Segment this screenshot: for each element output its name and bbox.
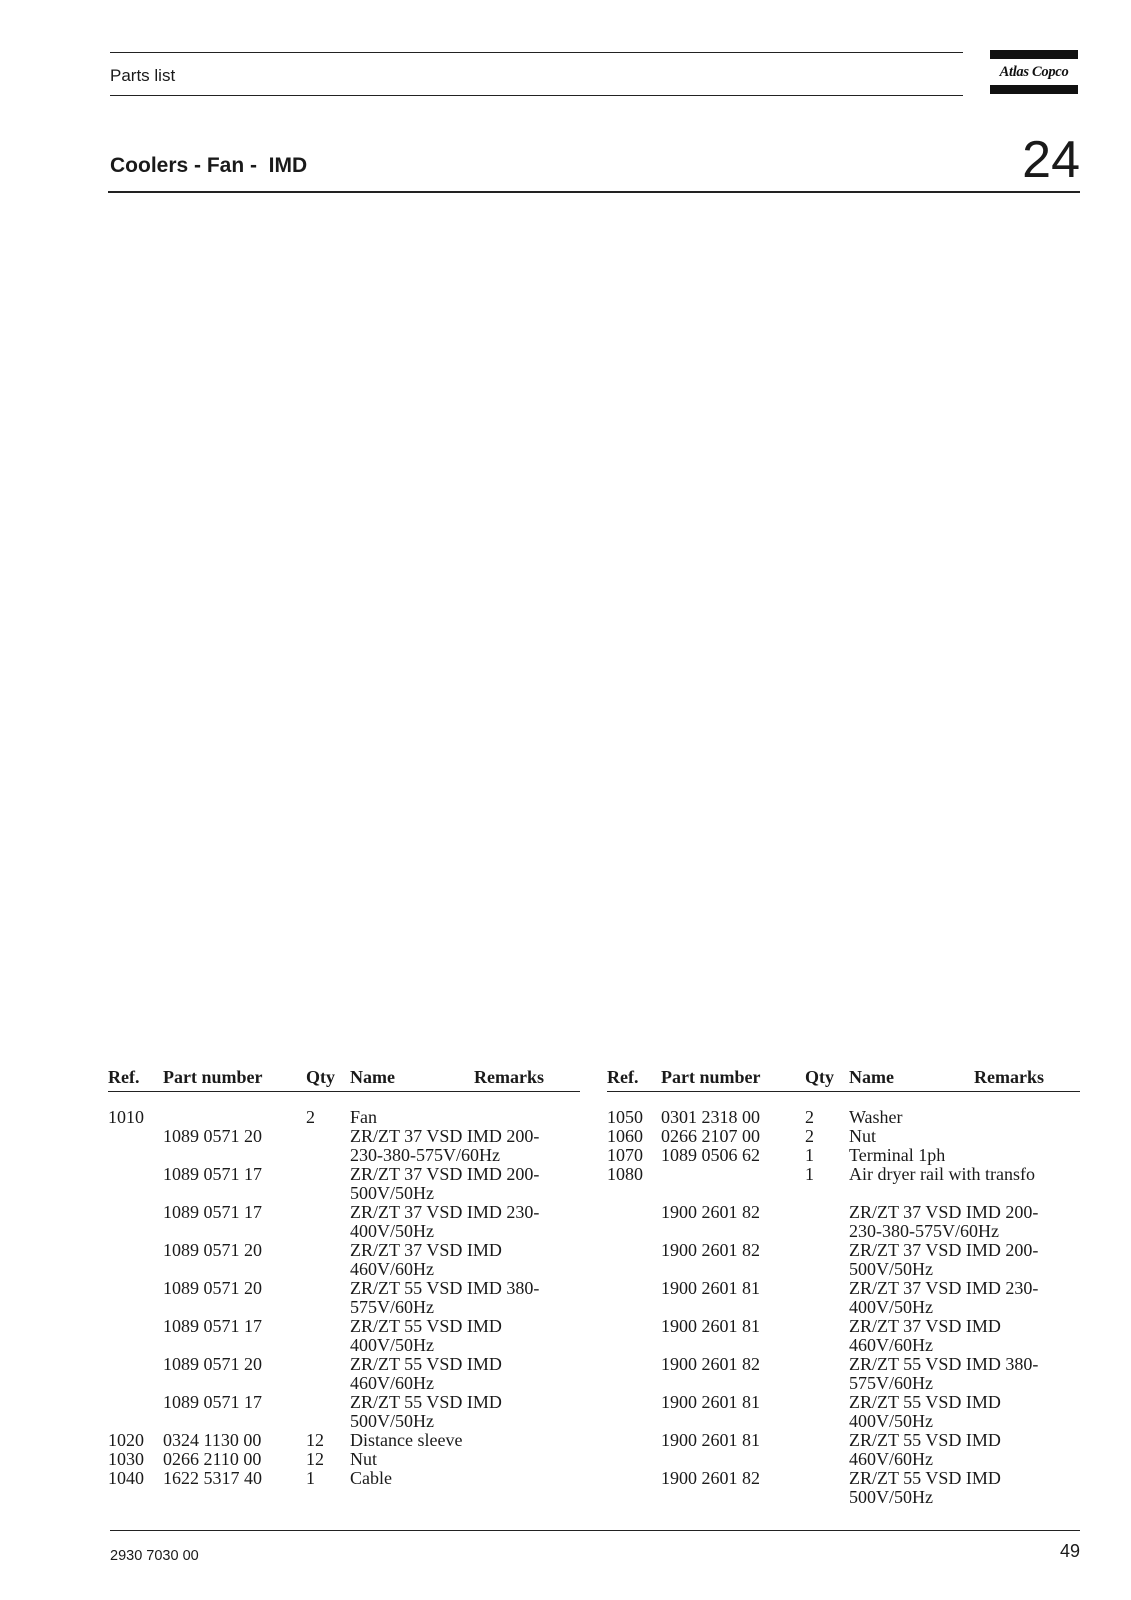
part-number-cell: 1900 2601 82 (661, 1468, 760, 1488)
name-cell: Terminal 1ph (849, 1145, 946, 1165)
part-number-cell: 1900 2601 82 (661, 1240, 760, 1260)
name-cell: Cable (350, 1468, 392, 1488)
logo-wordmark: Atlas Copco (999, 64, 1069, 80)
logo-top-bar (990, 50, 1078, 59)
name-cell: ZR/ZT 37 VSD IMD 230-400V/50Hz (350, 1202, 540, 1241)
ref-cell: 1010 (108, 1107, 144, 1127)
name-cell: ZR/ZT 55 VSD IMD 400V/50Hz (849, 1392, 1001, 1431)
qty-cell: 12 (306, 1430, 324, 1450)
part-number-cell: 0324 1130 00 (163, 1430, 262, 1450)
table-header-rule (108, 1091, 580, 1092)
name-cell: ZR/ZT 37 VSD IMD 460V/60Hz (350, 1240, 502, 1279)
header-name: Name (849, 1067, 894, 1087)
ref-cell: 1050 (607, 1107, 643, 1127)
parts-table-right (607, 1067, 1080, 1507)
part-number-cell: 0266 2107 00 (661, 1126, 760, 1146)
part-number-cell: 1089 0571 20 (163, 1126, 262, 1146)
qty-cell: 2 (805, 1126, 814, 1146)
name-cell: ZR/ZT 37 VSD IMD 460V/60Hz (849, 1316, 1001, 1355)
header-remarks: Remarks (474, 1067, 544, 1087)
part-number-cell: 1900 2601 81 (661, 1278, 760, 1298)
ref-cell: 1020 (108, 1430, 144, 1450)
header-ref: Ref. (108, 1067, 140, 1087)
name-cell: ZR/ZT 55 VSD IMD 400V/50Hz (350, 1316, 502, 1355)
brand-logo (990, 50, 1078, 94)
ref-cell: 1060 (607, 1126, 643, 1146)
ref-cell: 1030 (108, 1449, 144, 1469)
figure-area (110, 200, 1080, 1060)
part-number-cell: 0301 2318 00 (661, 1107, 760, 1127)
name-cell: ZR/ZT 55 VSD IMD 460V/60Hz (849, 1430, 1001, 1469)
document-number: 2930 7030 00 (110, 1548, 199, 1564)
name-cell: Air dryer rail with transfo (849, 1164, 1035, 1184)
header-qty: Qty (805, 1067, 834, 1087)
header-qty: Qty (306, 1067, 335, 1087)
qty-cell: 2 (805, 1107, 814, 1127)
part-number-cell: 1900 2601 81 (661, 1316, 760, 1336)
logo-bottom-bar (990, 85, 1078, 94)
part-number-cell: 1089 0506 62 (661, 1145, 760, 1165)
part-number-cell: 1089 0571 17 (163, 1392, 262, 1412)
header-top-rule (110, 52, 963, 53)
parts-table-left (108, 1067, 580, 1488)
name-cell: ZR/ZT 37 VSD IMD 200-230-380-575V/60Hz (849, 1202, 1039, 1241)
table-header-rule (607, 1091, 1080, 1092)
ref-cell: 1070 (607, 1145, 643, 1165)
header-ref: Ref. (607, 1067, 639, 1087)
name-cell: ZR/ZT 55 VSD IMD 380-575V/60Hz (350, 1278, 540, 1317)
name-cell: Fan (350, 1107, 377, 1127)
ref-cell: 1080 (607, 1164, 643, 1184)
part-number-cell: 1900 2601 82 (661, 1202, 760, 1222)
part-number-cell: 0266 2110 00 (163, 1449, 262, 1469)
header-part-number: Part number (163, 1067, 263, 1087)
part-number-cell: 1089 0571 20 (163, 1278, 262, 1298)
name-cell: ZR/ZT 37 VSD IMD 200-500V/50Hz (849, 1240, 1039, 1279)
header-remarks: Remarks (974, 1067, 1044, 1087)
ref-cell: 1040 (108, 1468, 144, 1488)
name-cell: Distance sleeve (350, 1430, 463, 1450)
name-cell: ZR/ZT 55 VSD IMD 380-575V/60Hz (849, 1354, 1039, 1393)
section-label: Parts list (110, 66, 176, 85)
part-number-cell: 1089 0571 17 (163, 1316, 262, 1336)
table-header (607, 1068, 1080, 1088)
qty-cell: 1 (306, 1468, 315, 1488)
page-title: Coolers - Fan - IMD (110, 154, 308, 177)
header-part-number: Part number (661, 1067, 761, 1087)
part-number-cell: 1089 0571 17 (163, 1164, 262, 1184)
part-number-cell: 1622 5317 40 (163, 1468, 262, 1488)
name-cell: ZR/ZT 37 VSD IMD 230-400V/50Hz (849, 1278, 1039, 1317)
name-cell: Nut (350, 1449, 377, 1469)
name-cell: Nut (849, 1126, 876, 1146)
name-cell: Washer (849, 1107, 903, 1127)
qty-cell: 2 (306, 1107, 315, 1127)
name-cell: ZR/ZT 37 VSD IMD 200-230-380-575V/60Hz (350, 1126, 540, 1165)
header-name: Name (350, 1067, 395, 1087)
part-number-cell: 1900 2601 82 (661, 1354, 760, 1374)
name-cell: ZR/ZT 55 VSD IMD 460V/60Hz (350, 1354, 502, 1393)
title-rule (108, 191, 1080, 193)
part-number-cell: 1900 2601 81 (661, 1392, 760, 1412)
qty-cell: 1 (805, 1164, 814, 1184)
qty-cell: 1 (805, 1145, 814, 1165)
table-header (108, 1068, 580, 1088)
header-bottom-rule (110, 95, 963, 96)
name-cell: ZR/ZT 37 VSD IMD 200-500V/50Hz (350, 1164, 540, 1203)
qty-cell: 12 (306, 1449, 324, 1469)
part-number-cell: 1089 0571 20 (163, 1240, 262, 1260)
footer-rule (110, 1530, 1080, 1531)
chapter-number: 24 (1022, 131, 1080, 189)
name-cell: ZR/ZT 55 VSD IMD 500V/50Hz (350, 1392, 502, 1431)
page-number: 49 (1059, 1541, 1080, 1561)
name-cell: ZR/ZT 55 VSD IMD 500V/50Hz (849, 1468, 1001, 1507)
part-number-cell: 1089 0571 17 (163, 1202, 262, 1222)
part-number-cell: 1089 0571 20 (163, 1354, 262, 1374)
part-number-cell: 1900 2601 81 (661, 1430, 760, 1450)
